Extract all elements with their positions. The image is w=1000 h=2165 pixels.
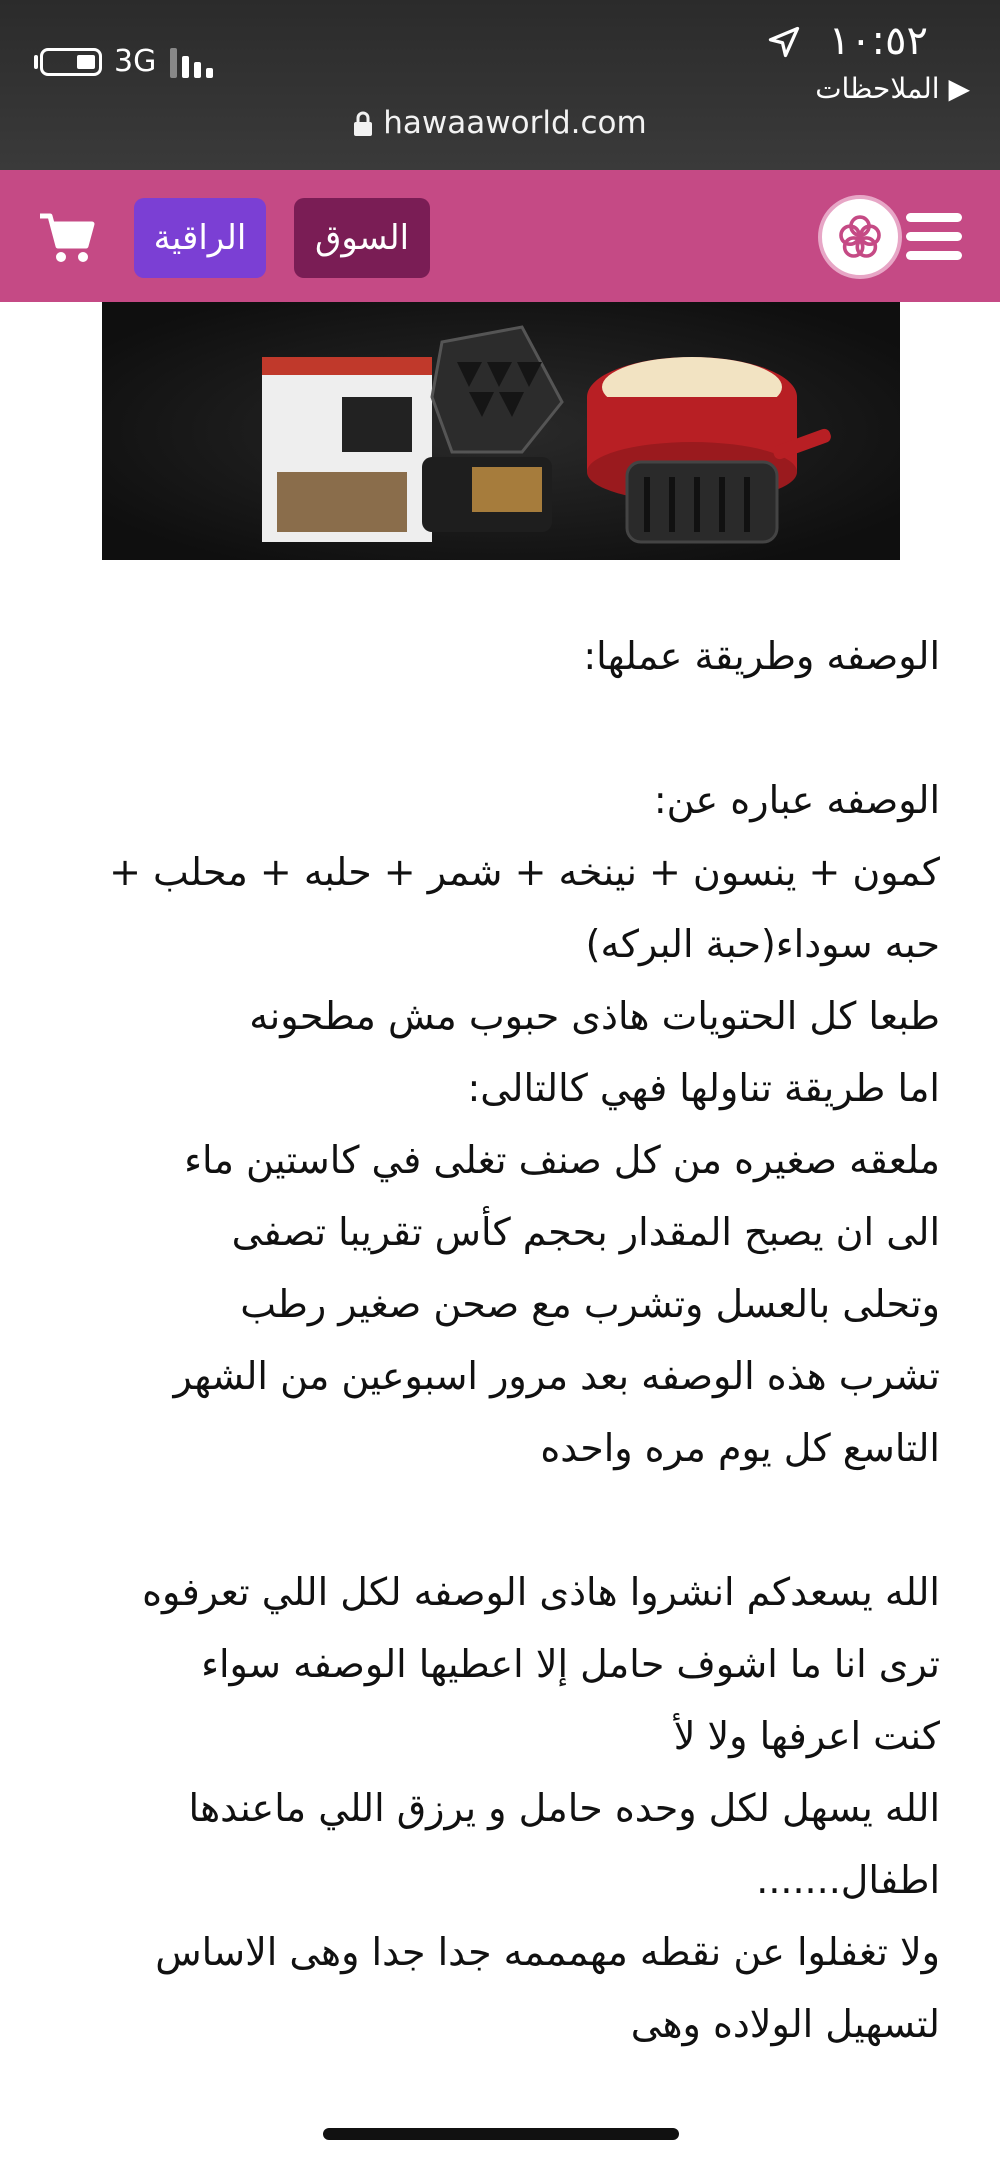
article-line: الى ان يصبح المقدار بحجم كأس تقريبا تصفى — [231, 1210, 940, 1254]
signal-icon — [170, 48, 222, 78]
blank-line — [55, 1484, 940, 1556]
battery-icon — [40, 48, 102, 76]
article-line: ترى انا ما اشوف حامل إلا اعطيها الوصفه سواء — [201, 1642, 940, 1686]
site-header — [0, 170, 1000, 302]
network-type: 3G — [114, 44, 157, 79]
site-logo[interactable] — [818, 195, 902, 279]
article-line: طبعا كل الحتويات هاذى حبوب مش مطحونه — [249, 994, 940, 1038]
article-line: الوصفه عباره عن: — [653, 778, 940, 822]
article-line: حبه سوداء(حبة البركه) — [585, 922, 940, 966]
article-line: لتسهيل الولاده وهى — [630, 2002, 940, 2046]
article-line: كنت اعرفها ولا لأ — [673, 1714, 940, 1758]
article-line: اما طريقة تناولها فهي كالتالى: — [467, 1066, 940, 1110]
article-line: وتحلى بالعسل وتشرب مع صحن صغير رطب — [240, 1282, 940, 1326]
url-text: hawaaworld.com — [383, 105, 647, 141]
article-line: اطفال....... — [756, 1858, 940, 1902]
nav-souq-button[interactable]: السوق — [294, 198, 430, 278]
clock: ١٠:٥٢ — [828, 18, 928, 64]
article-line: كمون + ينسون + نينخه + شمر + حلبه + محلب + — [109, 850, 940, 894]
article-line: تشرب هذه الوصفه بعد مرور اسبوعين من الشهر — [173, 1354, 940, 1398]
article-line: الوصفه وطريقة عملها: — [583, 634, 940, 678]
article-line: ولا تغفلوا عن نقطه مهمممه جدا جدا وهى الاساس — [155, 1930, 940, 1974]
blank-line — [55, 692, 940, 764]
article-line: التاسع كل يوم مره واحده — [540, 1426, 940, 1470]
battery-nub — [34, 55, 38, 69]
cookware-banner-image[interactable] — [102, 302, 900, 560]
article-line: ملعقه صغيره من كل صنف تغلى في كاستين ماء — [184, 1138, 940, 1182]
article-line: الله يسعدكم انشروا هاذى الوصفه لكل اللي تعرفوه — [142, 1570, 940, 1614]
menu-icon[interactable] — [906, 213, 962, 261]
nav-raqia-button[interactable]: الراقية — [134, 198, 266, 278]
article-body — [55, 620, 940, 2060]
status-bar — [0, 0, 1000, 170]
lock-icon — [353, 111, 373, 137]
location-arrow-icon — [766, 24, 802, 60]
home-indicator[interactable] — [323, 2128, 679, 2140]
cart-icon[interactable] — [38, 210, 96, 266]
address-bar[interactable] — [0, 105, 1000, 141]
back-to-notes-link[interactable]: ▶ الملاحظات — [815, 72, 970, 105]
article-line: الله يسهل لكل وحده حامل و يرزق اللي ماعندها — [188, 1786, 940, 1830]
